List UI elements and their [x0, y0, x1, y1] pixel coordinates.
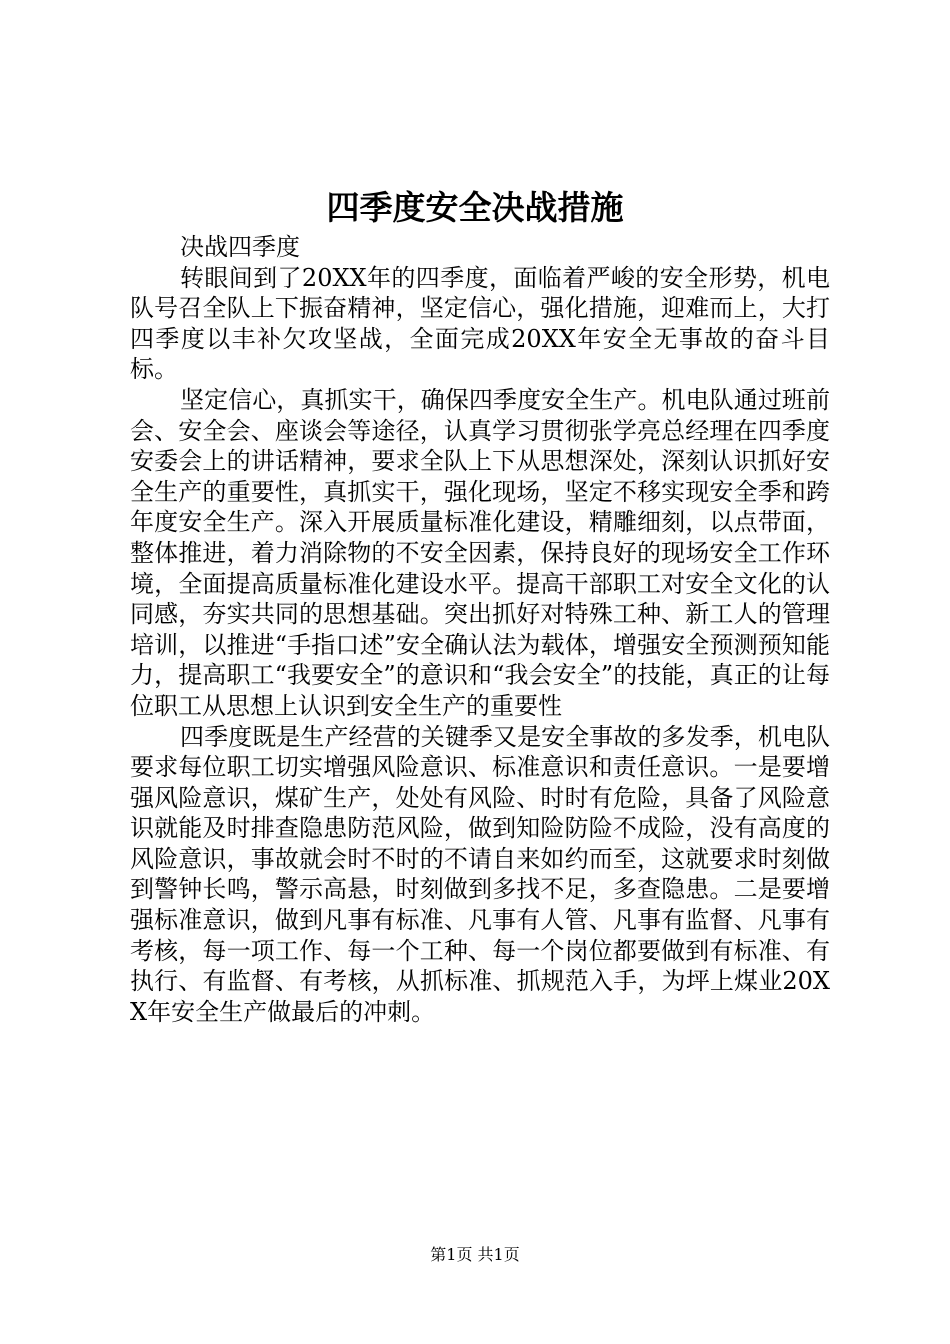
paragraph-subtitle: 决战四季度	[180, 233, 300, 261]
page-footer: 第1页 共1页	[430, 1245, 520, 1264]
paragraph-awareness: 四季度既是生产经营的关键季又是安全事故的多发季，机电队要求每位职工切实增强风险意识、标准意识和责任意识。一是要增强风险意识，煤矿生产，处处有风险、时时有危险，具备了风险意识就能及时排查隐患防范风险，做到知险防险不成险，没有高度的风险意识，事故就会时不时的不请自来如约而至，这就要求时刻做到警钟长鸣，警示高悬，时刻做到多找不足，多查隐患。二是要增强标准意识，做到凡事有标准、凡事有人管、凡事有监督、凡事有考核，每一项工作、每一个工种、每一个岗位都要做到有标准、有执行、有监督、有考核，从抓标准、抓规范入手，为坪上煤业20XX年安全生产做最后的冲刺。	[130, 722, 830, 1026]
document-body	[130, 232, 830, 1027]
document-title: 四季度安全决战措施	[326, 188, 624, 227]
paragraph-intro: 转眼间到了20XX年的四季度，面临着严峻的安全形势，机电队号召全队上下振奋精神，坚定信心，强化措施，迎难而上，大打四季度以丰补欠攻坚战，全面完成20XX年安全无事故的奋斗目标。	[130, 263, 830, 384]
paragraph-confidence: 坚定信心，真抓实干，确保四季度安全生产。机电队通过班前会、安全会、座谈会等途径，认真学习贯彻张学亮总经理在四季度安委会上的讲话精神，要求全队上下从思想深处，深刻认识抓好安全生产的重要性，真抓实干，强化现场，坚定不移实现安全季和跨年度安全生产。深入开展质量标准化建设，精雕细刻，以点带面，整体推进，着力消除物的不安全因素，保持良好的现场安全工作环境，全面提高质量标准化建设水平。提高干部职工对安全文化的认同感，夯实共同的思想基础。突出抓好对特殊工种、新工人的管理培训，以推进“手指口述”安全确认法为载体，增强安全预测预知能力，提高职工“我要安全”的意识和“我会安全”的技能，真正的让每位职工从思想上认识到安全生产的重要性	[130, 385, 830, 720]
